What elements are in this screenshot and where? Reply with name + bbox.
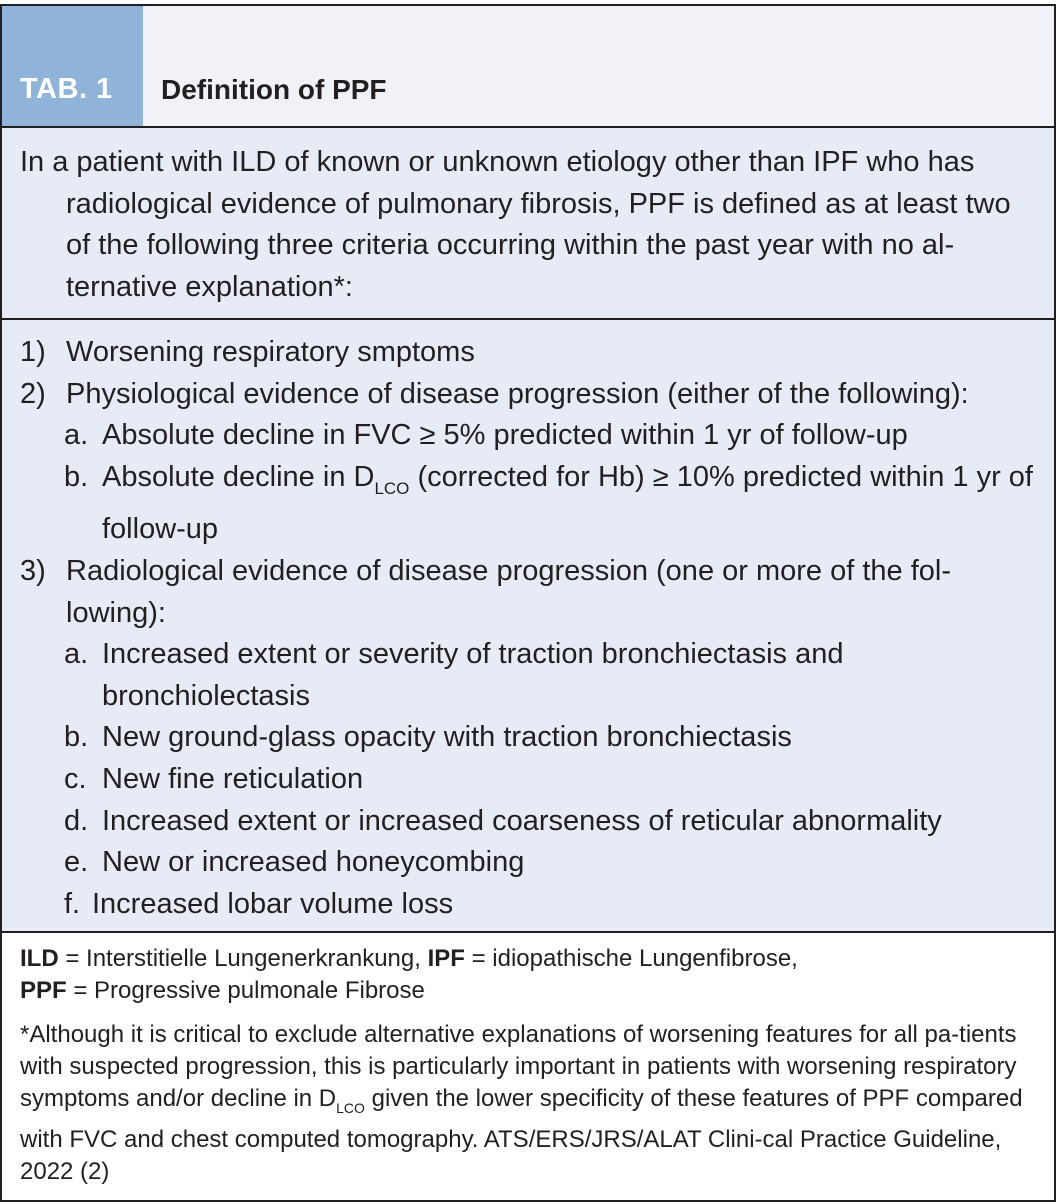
- sub-letter: b.: [64, 721, 89, 754]
- table-title: Definition of PPF: [161, 74, 387, 105]
- physiological-item-a: [20, 415, 1036, 457]
- sub-text: New fine reticulation: [102, 762, 364, 795]
- criteria-section: [2, 320, 1054, 933]
- sub-text-post: (corrected for Hb) ≥ 10% predicted within 1 yr of follow-up: [102, 460, 1033, 546]
- dlco-subscript: LCO: [336, 1100, 365, 1117]
- sub-letter: f.: [64, 887, 81, 920]
- dlco-subscript: LCO: [374, 478, 410, 498]
- footnote: [20, 1019, 1036, 1188]
- radiological-item-e: [20, 842, 1036, 884]
- footnote-text: [20, 1019, 1036, 1188]
- sub-text: New or increased honeycombing: [102, 846, 525, 879]
- criterion-number: 2): [20, 377, 46, 410]
- sub-letter: b.: [64, 460, 89, 493]
- table-header: [2, 6, 1054, 128]
- intro-section: [2, 128, 1054, 320]
- sub-letter: a.: [64, 638, 89, 671]
- criterion-number: 1): [20, 336, 46, 368]
- radiological-item-d: [20, 801, 1036, 843]
- radiological-item-c: [20, 759, 1036, 801]
- abbr-definition: = idiopathische Lungenfibrose,: [464, 945, 798, 973]
- abbr-definition: = Progressive pulmonale Fibrose: [66, 977, 425, 1005]
- sub-letter: a.: [64, 419, 89, 452]
- abbr-term: PPF: [20, 977, 67, 1005]
- criterion-text: Worsening respiratory smptoms: [66, 336, 475, 368]
- sub-text: [102, 457, 1036, 551]
- sub-text: Absolute decline in FVC ≥ 5% predicted within 1 yr of follow-up: [102, 419, 908, 452]
- physiological-item-b: [20, 457, 1036, 551]
- abbr-term: ILD: [20, 945, 59, 973]
- criterion-text: Radiological evidence of disease progression (one or more of the fol-lowing):: [66, 554, 951, 629]
- sub-letter: c.: [64, 762, 87, 795]
- criterion-1: [20, 332, 1036, 374]
- table-ppf-definition: [0, 4, 1056, 1202]
- radiological-item-f: [20, 884, 1036, 926]
- radiological-item-a: [20, 634, 1036, 717]
- abbreviations: [20, 943, 1036, 1007]
- criterion-2: [20, 374, 1036, 416]
- sub-text-pre: Absolute decline in D: [102, 460, 375, 493]
- footnote-pre: *Although it is critical to exclude alternative explanations of worsening features for all pa-tients with suspected progression, this is particularly important in patients with worsening respiratory symptoms and/or decline in D: [20, 1021, 1017, 1113]
- abbr-definition: = Interstitielle Lungenerkrankung,: [58, 945, 428, 973]
- criterion-3: [20, 551, 1036, 634]
- abbr-term: IPF: [427, 945, 465, 973]
- criterion-number: 3): [20, 554, 46, 587]
- footnote-post: given the lower specificity of these features of PPF compared with FVC and chest computed tomography. ATS/ERS/JRS/ALAT Clini-cal Practice Guideline, 2022 (2): [20, 1085, 1023, 1186]
- table-footer: [2, 933, 1054, 1200]
- sub-text: Increased lobar volume loss: [92, 887, 454, 920]
- sub-text: Increased extent or severity of traction bronchiectasis and bronchiolectasis: [102, 638, 844, 712]
- sub-text: New ground-glass opacity with traction bronchiectasis: [102, 721, 792, 754]
- abbreviation-line-2: [20, 975, 1036, 1007]
- sub-letter: e.: [64, 846, 89, 879]
- sub-text: Increased extent or increased coarseness of reticular abnormality: [102, 804, 942, 837]
- sub-letter: d.: [64, 804, 89, 837]
- criterion-text: Physiological evidence of disease progression (either of the following):: [66, 377, 969, 410]
- intro-text: In a patient with ILD of known or unknown etiology other than IPF who has radiological evidence of pulmonary fibrosis, PPF is defined as at least two of the following three criteria occurring within the past year with no al-ternative explanation*:: [20, 146, 1011, 303]
- abbreviation-line-1: [20, 943, 1036, 975]
- radiological-item-b: [20, 717, 1036, 759]
- table-number: TAB. 1: [2, 6, 143, 126]
